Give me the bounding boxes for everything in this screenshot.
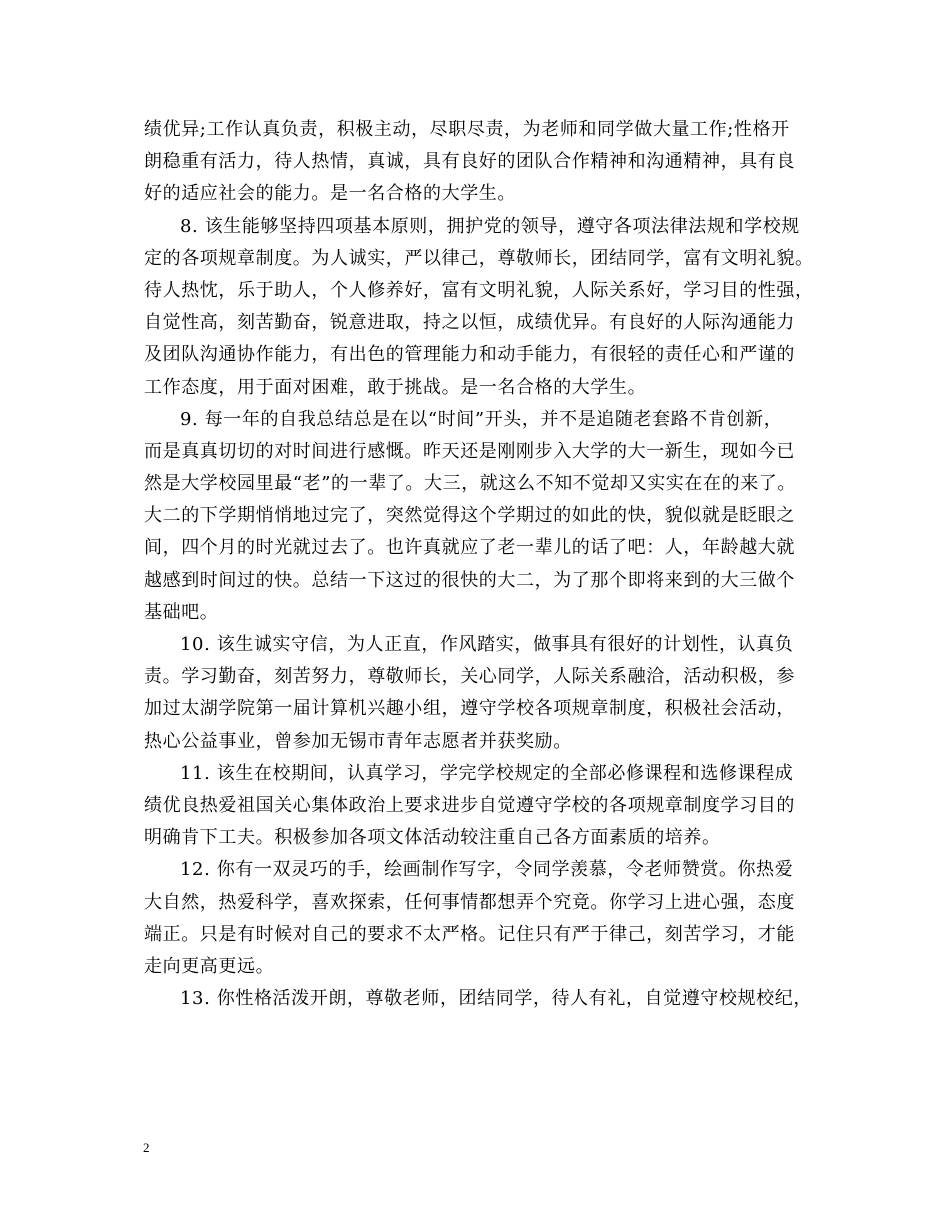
paragraph-11-start: 11. 该生在校期间，认真学习，学完学校规定的全部必修课程和选修课程成 <box>180 762 794 784</box>
text-line: 间，四个月的时光就过去了。也许真就应了老一辈儿的话了吧：人，年龄越大就 <box>144 537 795 559</box>
text-line: 基础吧。 <box>144 601 219 623</box>
text-line: 及团队沟通协作能力，有出色的管理能力和动手能力，有很轻的责任心和严谨的 <box>144 344 795 366</box>
text-line: 而是真真切切的对时间进行感慨。昨天还是刚刚步入大学的大一新生，现如今已 <box>144 440 795 462</box>
text-line: 绩优良热爱祖国关心集体政治上要求进步自觉遵守学校的各项规章制度学习目的 <box>144 794 795 816</box>
text-line: 好的适应社会的能力。是一名合格的大学生。 <box>144 183 516 205</box>
text-line: 越感到时间过的快。总结一下这过的很快的大二，为了那个即将来到的大三做个 <box>144 569 795 591</box>
paragraph-8-start: 8. 该生能够坚持四项基本原则，拥护党的领导，遵守各项法律法规和学校规 <box>180 215 800 237</box>
paragraph-9-start: 9. 每一年的自我总结总是在以“时间”开头，并不是追随老套路不肯创新， <box>180 408 783 430</box>
text-line: 然是大学校园里最“老”的一辈了。大三，就这么不知不觉却又实实在在的来了。 <box>144 473 797 495</box>
text-line: 责。学习勤奋，刻苦努力，尊敬师长，关心同学，人际关系融洽，活动积极，参 <box>144 666 795 688</box>
text-line: 加过太湖学院第一届计算机兴趣小组，遵守学校各项规章制度，积极社会活动， <box>144 698 795 720</box>
body-text <box>144 114 814 1015</box>
text-line: 绩优异;工作认真负责，积极主动，尽职尽责，为老师和同学做大量工作;性格开 <box>144 119 790 140</box>
paragraph-12-start: 12. 你有一双灵巧的手，绘画制作写字，令同学羡慕，令老师赞赏。你热爱 <box>180 859 794 881</box>
page-number: 2 <box>143 1140 150 1155</box>
text-line: 端正。只是有时候对自己的要求不太严格。记住只有严于律己，刻苦学习，才能 <box>144 923 795 945</box>
paragraph-10-start: 10. 该生诚实守信，为人正直，作风踏实，做事具有很好的计划性，认真负 <box>180 634 794 655</box>
text-line: 朗稳重有活力，待人热情，真诚，具有良好的团队合作精神和沟通精神，具有良 <box>144 151 795 173</box>
text-line: 待人热忱，乐于助人，个人修养好，富有文明礼貌，人际关系好，学习目的性强， <box>144 279 814 301</box>
paragraph-13-start: 13. 你性格活泼开朗，尊敬老师，团结同学，待人有礼，自觉遵守校规校纪， <box>180 988 812 1010</box>
text-line: 定的各项规章制度。为人诚实，严以律己，尊敬师长，团结同学，富有文明礼貌。 <box>144 247 814 269</box>
text-line: 热心公益事业，曾参加无锡市青年志愿者并获奖励。 <box>144 730 572 752</box>
text-line: 明确肯下工夫。积极参加各项文体活动较注重自己各方面素质的培养。 <box>144 827 721 849</box>
text-line: 大二的下学期悄悄地过完了，突然觉得这个学期过的如此的快，貌似就是眨眼之 <box>144 505 795 527</box>
text-line: 大自然，热爱科学，喜欢探索，任何事情都想弄个究竟。你学习上进心强，态度 <box>144 891 795 913</box>
text-line: 走向更高更远。 <box>144 955 275 977</box>
text-line: 工作态度，用于面对困难，敢于挑战。是一名合格的大学生。 <box>144 376 647 398</box>
text-line: 自觉性高，刻苦勤奋，锐意进取，持之以恒，成绩优异。有良好的人际沟通能力 <box>144 312 795 334</box>
